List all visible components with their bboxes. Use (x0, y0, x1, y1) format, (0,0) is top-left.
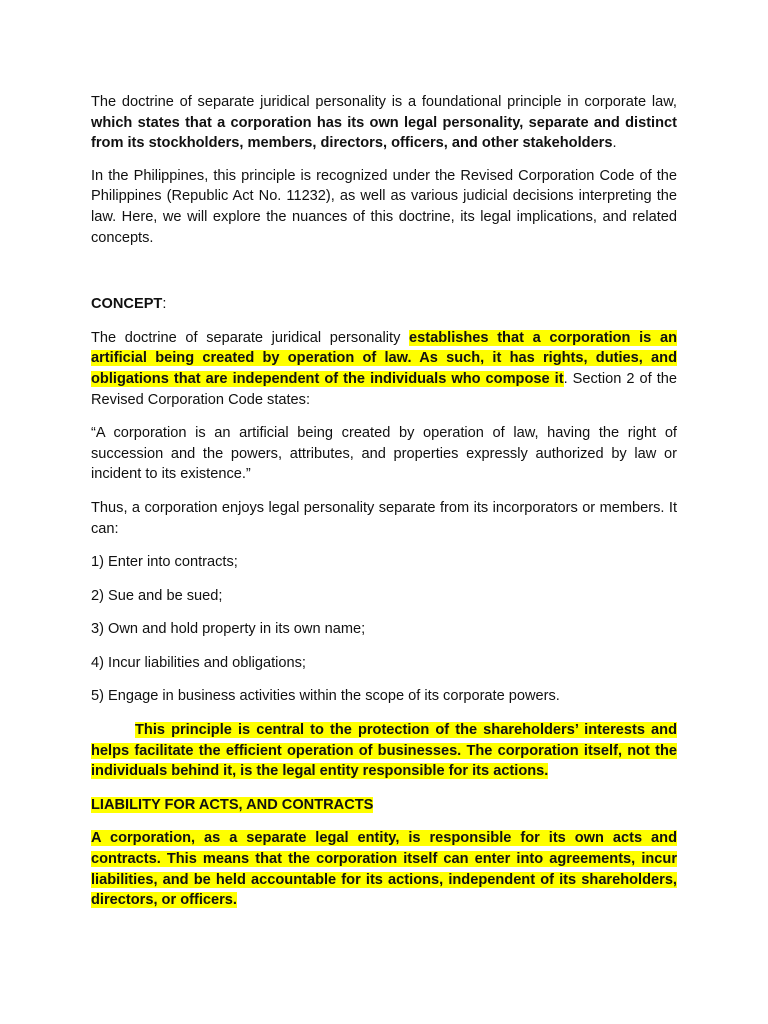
liability-heading-text: LIABILITY FOR ACTS, AND CONTRACTS (91, 796, 374, 813)
principle-highlight-text: This principle is central to the protection of the shareholders’ interests and helps facilitate the efficient operation of businesses. The corporation itself, not the individuals behind it, is the legal entity responsible for its actions. (91, 722, 677, 780)
intro-bold-text: which states that a corporation has its own legal personality, separate and distinct from its stockholders, members, directors, officers, and other stakeholders (91, 114, 677, 152)
list-item: 2) Sue and be sued; (91, 587, 223, 604)
concept-rest-text: . Section 2 of the Revised Corporation Code states: (91, 370, 677, 408)
concept-highlight-text: establishes that a corporation is an artificial being created by operation of law. As such, it has rights, duties, and obligations that are independent of the individuals who compose it (91, 329, 677, 387)
quote-paragraph: “A corporation is an artificial being created by operation of law, having the right of succession and the powers, attributes, and properties expressly authorized by law or incident to its existence.” (91, 425, 677, 483)
concept-heading (91, 294, 677, 315)
concept-heading-text: CONCEPT (91, 296, 163, 313)
principle-paragraph (91, 720, 677, 782)
concept-heading-colon: : (162, 296, 167, 313)
liability-highlight-text: A corporation, as a separate legal entity, is responsible for its own acts and contracts. This means that the corporation itself can enter into agreements, incur liabilities, and be held accountable for its actions, independent of its shareholders, directors, or officers. (91, 830, 677, 909)
liability-heading (91, 795, 677, 816)
thus-paragraph: Thus, a corporation enjoys legal personality separate from its incorporators or members. It can: (91, 499, 677, 537)
list-item: 4) Incur liabilities and obligations; (91, 654, 306, 671)
intro-end: . (612, 135, 617, 152)
list-item: 1) Enter into contracts; (91, 554, 238, 571)
concept-paragraph (91, 328, 677, 410)
list-item: 3) Own and hold property in its own name; (91, 621, 366, 638)
context-paragraph: In the Philippines, this principle is recognized under the Revised Corporation Code of the Philippines (Republic Act No. 11232), as well as various judicial decisions interpreting the law. Here, we will explore the nuances of this doctrine, its legal implications, and related concepts. (91, 167, 677, 246)
liability-paragraph (91, 828, 677, 910)
intro-text: The doctrine of separate juridical personality is a foundational principle in corporate law, (91, 94, 677, 110)
list-item: 5) Engage in business activities within the scope of its corporate powers. (91, 688, 560, 705)
intro-paragraph (91, 92, 677, 154)
concept-plain-text: The doctrine of separate juridical personality (91, 329, 410, 346)
